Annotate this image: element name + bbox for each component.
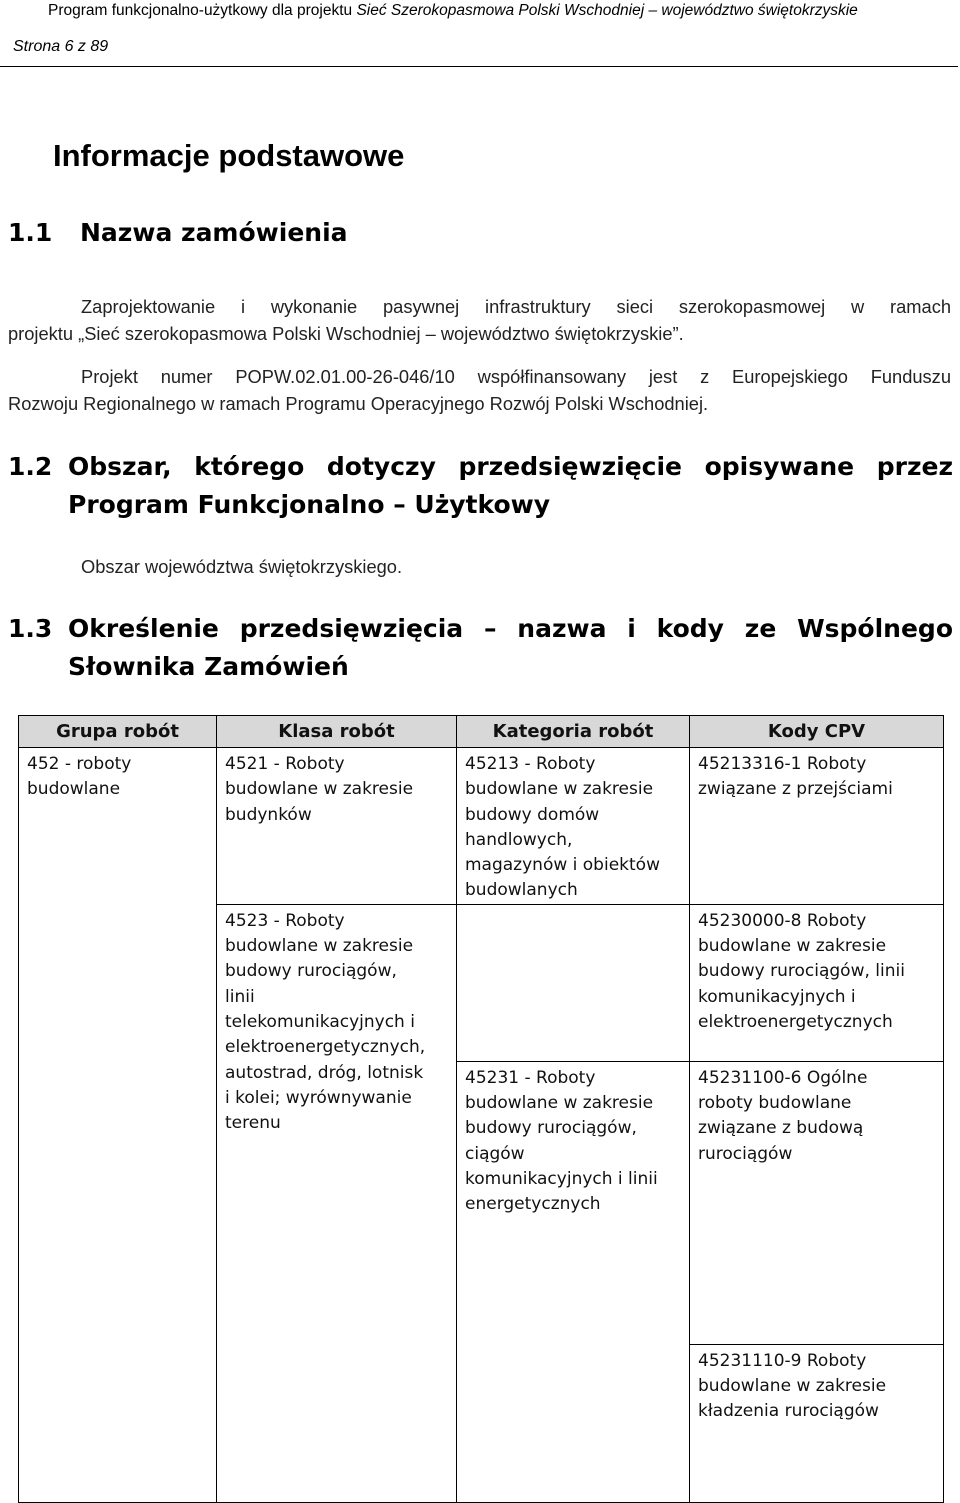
class-1-text: 4521 - Roboty budowlane w zakresie budynków [225, 754, 414, 825]
group-text: 452 - roboty budowlane [27, 754, 132, 800]
main-heading: Informacje podstawowe [53, 138, 405, 173]
section-heading-1-2 [8, 448, 953, 528]
column-header-category: Kategoria robót [457, 716, 690, 748]
class-2-text: 4523 - Roboty budowlane w zakresie budowy rurociągów, linii telekomunikacyjnych i elektroenergetycznych, autostrad, dróg, lotnisk i kolei; wyrównywanie terenu [225, 910, 426, 1134]
column-header-cpv: Kody CPV [690, 716, 944, 748]
header-project-name: Sieć Szerokopasmowa Polski Wschodniej – województwo świętokrzyskie [356, 2, 858, 19]
category-2-text: 45231 - Roboty budowlane w zakresie budowy rurociągów, ciągów komunikacyjnych i linii energetycznych [465, 1067, 658, 1215]
running-header [48, 2, 918, 24]
table-header-row [19, 716, 944, 748]
cell-group [19, 748, 217, 1503]
section-1-2-text: Obszar województwa świętokrzyskiego. [81, 556, 403, 577]
section-heading-1-3 [8, 610, 953, 690]
section-title: Nazwa zamówienia [80, 218, 348, 247]
section-number: 1.3 [8, 614, 53, 643]
cell-class-2 [217, 904, 457, 1502]
section-title-line2: Słownika Zamówień [68, 652, 349, 681]
cell-cpv-4 [690, 1344, 944, 1502]
cpv-1-text: 45213316-1 Roboty związane z przejściami [698, 754, 893, 800]
section-title-line1: Obszar, którego dotyczy przedsięwzięcie opisywane przez [68, 452, 953, 481]
cell-class-1 [217, 748, 457, 905]
section-title-line1: Określenie przedsięwzięcia – nazwa i kody ze Wspólnego [68, 614, 953, 643]
column-header-group: Grupa robót [19, 716, 217, 748]
cell-category-empty [457, 904, 690, 1061]
section-number: 1.2 [8, 452, 53, 481]
paragraph-2-line1: Projekt numer POPW.02.01.00-26-046/10 współfinansowany jest z Europejskiego Funduszu [81, 366, 951, 387]
paragraph-2-line2: Rozwoju Regionalnego w ramach Programu Operacyjnego Rozwój Polski Wschodniej. [8, 393, 709, 414]
table-row [19, 748, 944, 905]
cell-cpv-3 [690, 1061, 944, 1344]
cpv-3-text: 45231100-6 Ogólne roboty budowlane związane z budową rurociągów [698, 1067, 868, 1164]
cell-cpv-1 [690, 748, 944, 905]
section-number: 1.1 [8, 218, 53, 247]
paragraph-1-line2: projektu „Sieć szerokopasmowa Polski Wschodniej – województwo świętokrzyskie”. [8, 323, 684, 344]
header-divider [0, 66, 958, 67]
paragraph-1-line1: Zaprojektowanie i wykonanie pasywnej infrastruktury sieci szerokopasmowej w ramach [81, 296, 951, 317]
section-heading-1-1 [8, 214, 908, 254]
category-1-text: 45213 - Roboty budowlane w zakresie budowy domów handlowych, magazynów i obiektów budowlanych [465, 754, 660, 901]
cpv-2-text: 45230000-8 Roboty budowlane w zakresie budowy rurociągów, linii komunikacyjnych i elektroenergetycznych [698, 910, 905, 1032]
cell-cpv-2 [690, 904, 944, 1061]
section-title-line2: Program Funkcjonalno – Użytkowy [68, 490, 551, 519]
cpv-4-text: 45231110-9 Roboty budowlane w zakresie kładzenia rurociągów [698, 1350, 887, 1422]
cpv-table [18, 715, 944, 1503]
cell-category-2 [457, 1061, 690, 1502]
cell-category-1 [457, 748, 690, 905]
page-number: Strona 6 z 89 [13, 38, 109, 55]
column-header-class: Klasa robót [217, 716, 457, 748]
header-prefix: Program funkcjonalno-użytkowy dla projektu [48, 2, 357, 19]
